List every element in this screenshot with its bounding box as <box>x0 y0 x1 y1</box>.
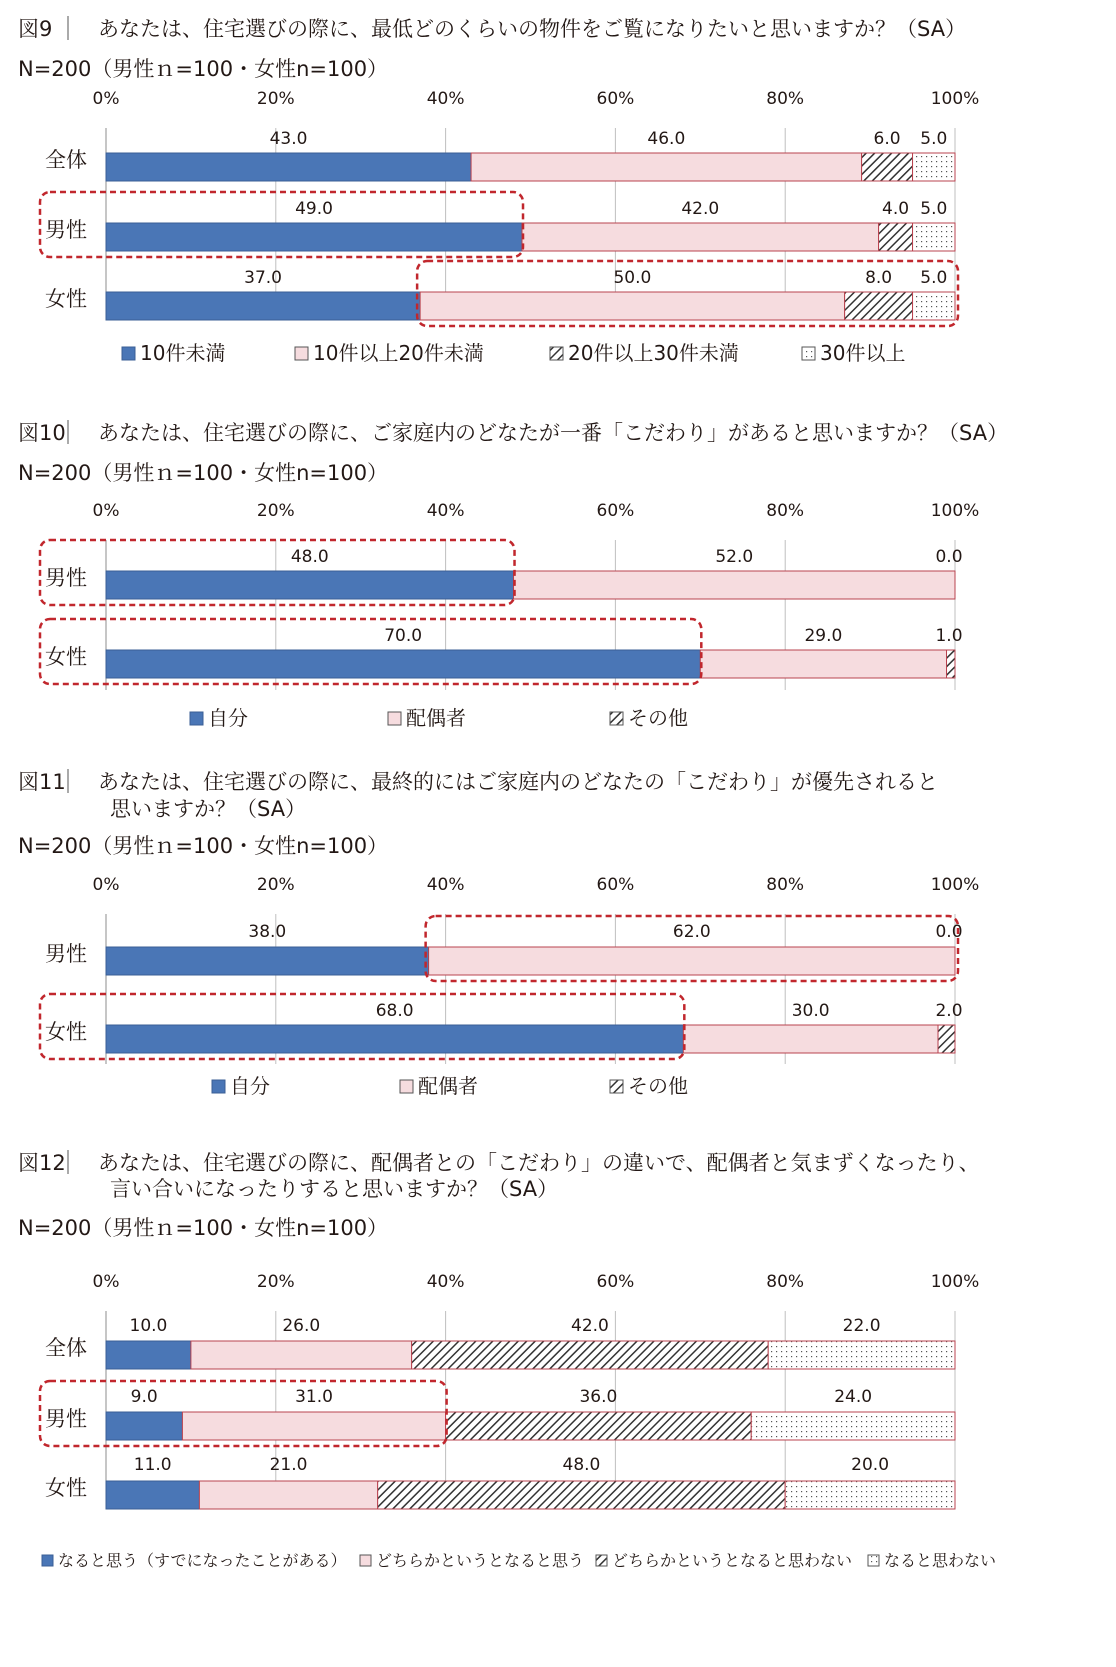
legend-swatch <box>400 1080 413 1093</box>
x-tick-label: 0% <box>92 501 120 521</box>
legend-label: どちらかというとなると思わない <box>612 1551 853 1570</box>
legend-label: その他 <box>628 706 688 730</box>
bar-segment <box>751 1412 955 1440</box>
bar-segment <box>862 153 913 181</box>
bar-segment <box>700 650 946 678</box>
figure-11 <box>18 769 979 1098</box>
bar-segment <box>106 571 514 599</box>
data-label: 26.0 <box>282 1316 321 1336</box>
data-label: 30.0 <box>791 1001 830 1021</box>
data-label: 43.0 <box>269 129 308 149</box>
data-label: 22.0 <box>842 1316 881 1336</box>
legend-swatch <box>550 347 563 360</box>
x-tick-label: 40% <box>426 875 465 895</box>
bar-segment <box>106 1481 199 1509</box>
data-label: 20.0 <box>851 1455 890 1475</box>
data-label: 48.0 <box>290 547 329 567</box>
data-label: 42.0 <box>571 1316 609 1336</box>
category-label: 全体 <box>45 148 87 172</box>
data-label: 0.0 <box>935 922 963 942</box>
bar-segment <box>768 1341 955 1369</box>
category-label: 男性 <box>45 218 87 242</box>
data-label: 21.0 <box>269 1455 308 1475</box>
legend-label: 自分 <box>230 1074 270 1098</box>
bar-segment <box>420 292 845 320</box>
data-label: 4.0 <box>882 199 910 219</box>
x-tick-label: 60% <box>596 89 635 109</box>
bar-segment <box>106 292 420 320</box>
bar-segment <box>938 1025 955 1053</box>
legend-swatch <box>295 347 308 360</box>
category-label: 女性 <box>45 1476 87 1500</box>
legend-swatch <box>610 712 623 725</box>
figure-12 <box>18 1150 996 1570</box>
data-label: 29.0 <box>804 626 843 646</box>
data-label: 5.0 <box>920 268 948 288</box>
data-label: 49.0 <box>295 199 333 219</box>
legend-swatch <box>868 1555 879 1566</box>
bar-segment <box>683 1025 938 1053</box>
category-label: 女性 <box>45 287 87 311</box>
legend-label: なると思わない <box>884 1551 997 1570</box>
data-label: 36.0 <box>579 1387 618 1407</box>
bar-segment <box>785 1481 955 1509</box>
bar-segment <box>446 1412 752 1440</box>
legend-label: 30件以上 <box>820 341 906 365</box>
bar-segment <box>471 153 862 181</box>
sample-size: N=200（男性ｎ=100・女性n=100） <box>18 834 389 858</box>
figure-title: あなたは、住宅選びの際に、最終的にはご家庭内のどなたの「こだわり」が優先されると <box>98 770 938 794</box>
bar-segment <box>182 1412 445 1440</box>
x-tick-label: 100% <box>930 89 980 109</box>
legend-label: その他 <box>628 1074 688 1098</box>
category-label: 女性 <box>45 645 87 669</box>
bar-segment <box>412 1341 769 1369</box>
bar-segment <box>106 947 429 975</box>
figure-10 <box>18 420 1008 730</box>
x-tick-label: 20% <box>256 875 295 895</box>
x-tick-label: 0% <box>92 89 120 109</box>
x-tick-label: 20% <box>256 89 295 109</box>
figure-number: 図11 <box>18 770 66 794</box>
bar-segment <box>514 571 955 599</box>
legend-label: なると思う（すでになったことがある） <box>58 1551 347 1570</box>
data-label: 52.0 <box>715 547 754 567</box>
bar-segment <box>879 223 913 251</box>
legend-label: 10件未満 <box>140 341 226 365</box>
x-tick-label: 80% <box>766 501 805 521</box>
data-label: 10.0 <box>129 1316 168 1336</box>
figure-title: あなたは、住宅選びの際に、配偶者との「こだわり」の違いで、配偶者と気まずくなったり、 <box>98 1151 980 1175</box>
x-tick-label: 40% <box>426 501 465 521</box>
figure-title-line2: 思いますか？（SA） <box>110 797 307 821</box>
data-label: 24.0 <box>834 1387 873 1407</box>
x-tick-label: 100% <box>930 1272 980 1292</box>
bar-segment <box>378 1481 786 1509</box>
legend-swatch <box>190 712 203 725</box>
bar-segment <box>913 153 955 181</box>
legend-swatch <box>802 347 815 360</box>
bar-segment <box>913 223 955 251</box>
x-tick-label: 100% <box>930 501 980 521</box>
legend-label: 配偶者 <box>418 1074 478 1098</box>
data-label: 5.0 <box>920 129 948 149</box>
data-label: 9.0 <box>130 1387 158 1407</box>
x-tick-label: 60% <box>596 1272 635 1292</box>
figure-title: あなたは、住宅選びの際に、ご家庭内のどなたが一番「こだわり」があると思いますか？（SA） <box>98 421 1009 445</box>
data-label: 6.0 <box>873 129 901 149</box>
category-label: 男性 <box>45 566 87 590</box>
bar-segment <box>947 650 955 678</box>
data-label: 1.0 <box>935 626 963 646</box>
bar-segment <box>106 223 522 251</box>
data-label: 0.0 <box>935 547 963 567</box>
data-label: 38.0 <box>248 922 287 942</box>
figure-title-line2: 言い合いになったりすると思いますか？（SA） <box>110 1177 559 1201</box>
category-label: 女性 <box>45 1020 87 1044</box>
figure-number: 図9 <box>18 17 53 41</box>
sample-size: N=200（男性ｎ=100・女性n=100） <box>18 461 389 485</box>
data-label: 46.0 <box>647 129 686 149</box>
bar-segment <box>199 1481 377 1509</box>
bar-segment <box>429 947 955 975</box>
x-tick-label: 40% <box>426 1272 465 1292</box>
legend-label: どちらかというとなると思う <box>376 1551 585 1570</box>
sample-size: N=200（男性ｎ=100・女性n=100） <box>18 57 389 81</box>
data-label: 11.0 <box>133 1455 172 1475</box>
figure-number: 図10 <box>18 421 66 445</box>
data-label: 8.0 <box>865 268 893 288</box>
data-label: 2.0 <box>935 1001 963 1021</box>
data-label: 5.0 <box>920 199 948 219</box>
figure-number: 図12 <box>18 1151 66 1175</box>
legend-label: 配偶者 <box>406 706 466 730</box>
bar-segment <box>106 1025 683 1053</box>
bar-segment <box>106 153 471 181</box>
data-label: 68.0 <box>375 1001 414 1021</box>
legend-swatch <box>360 1555 371 1566</box>
x-tick-label: 80% <box>766 1272 805 1292</box>
x-tick-label: 60% <box>596 501 635 521</box>
bar-segment <box>106 650 700 678</box>
category-label: 男性 <box>45 1407 87 1431</box>
figure-title: あなたは、住宅選びの際に、最低どのくらいの物件をご覧になりたいと思いますか？（SA） <box>98 17 967 41</box>
x-tick-label: 80% <box>766 89 805 109</box>
data-label: 48.0 <box>562 1455 601 1475</box>
x-tick-label: 60% <box>596 875 635 895</box>
x-tick-label: 0% <box>92 1272 120 1292</box>
legend-label: 20件以上30件未満 <box>568 341 739 365</box>
x-tick-label: 0% <box>92 875 120 895</box>
data-label: 31.0 <box>295 1387 333 1407</box>
legend-swatch <box>212 1080 225 1093</box>
legend-swatch <box>596 1555 607 1566</box>
legend-label: 自分 <box>208 706 248 730</box>
category-label: 全体 <box>45 1336 87 1360</box>
x-tick-label: 100% <box>930 875 980 895</box>
legend-swatch <box>610 1080 623 1093</box>
legend-swatch <box>122 347 135 360</box>
sample-size: N=200（男性ｎ=100・女性n=100） <box>18 1216 389 1240</box>
x-tick-label: 20% <box>256 501 295 521</box>
legend-label: 10件以上20件未満 <box>313 341 484 365</box>
bar-segment <box>845 292 913 320</box>
legend-swatch <box>388 712 401 725</box>
data-label: 50.0 <box>613 268 652 288</box>
bar-segment <box>522 223 879 251</box>
legend-swatch <box>42 1555 53 1566</box>
bar-segment <box>106 1341 191 1369</box>
data-label: 70.0 <box>384 626 423 646</box>
data-label: 62.0 <box>672 922 711 942</box>
x-tick-label: 80% <box>766 875 805 895</box>
bar-segment <box>913 292 955 320</box>
category-label: 男性 <box>45 942 87 966</box>
x-tick-label: 40% <box>426 89 465 109</box>
figure-9 <box>18 16 979 365</box>
bar-segment <box>191 1341 412 1369</box>
x-tick-label: 20% <box>256 1272 295 1292</box>
data-label: 42.0 <box>681 199 720 219</box>
data-label: 37.0 <box>244 268 282 288</box>
bar-segment <box>106 1412 182 1440</box>
